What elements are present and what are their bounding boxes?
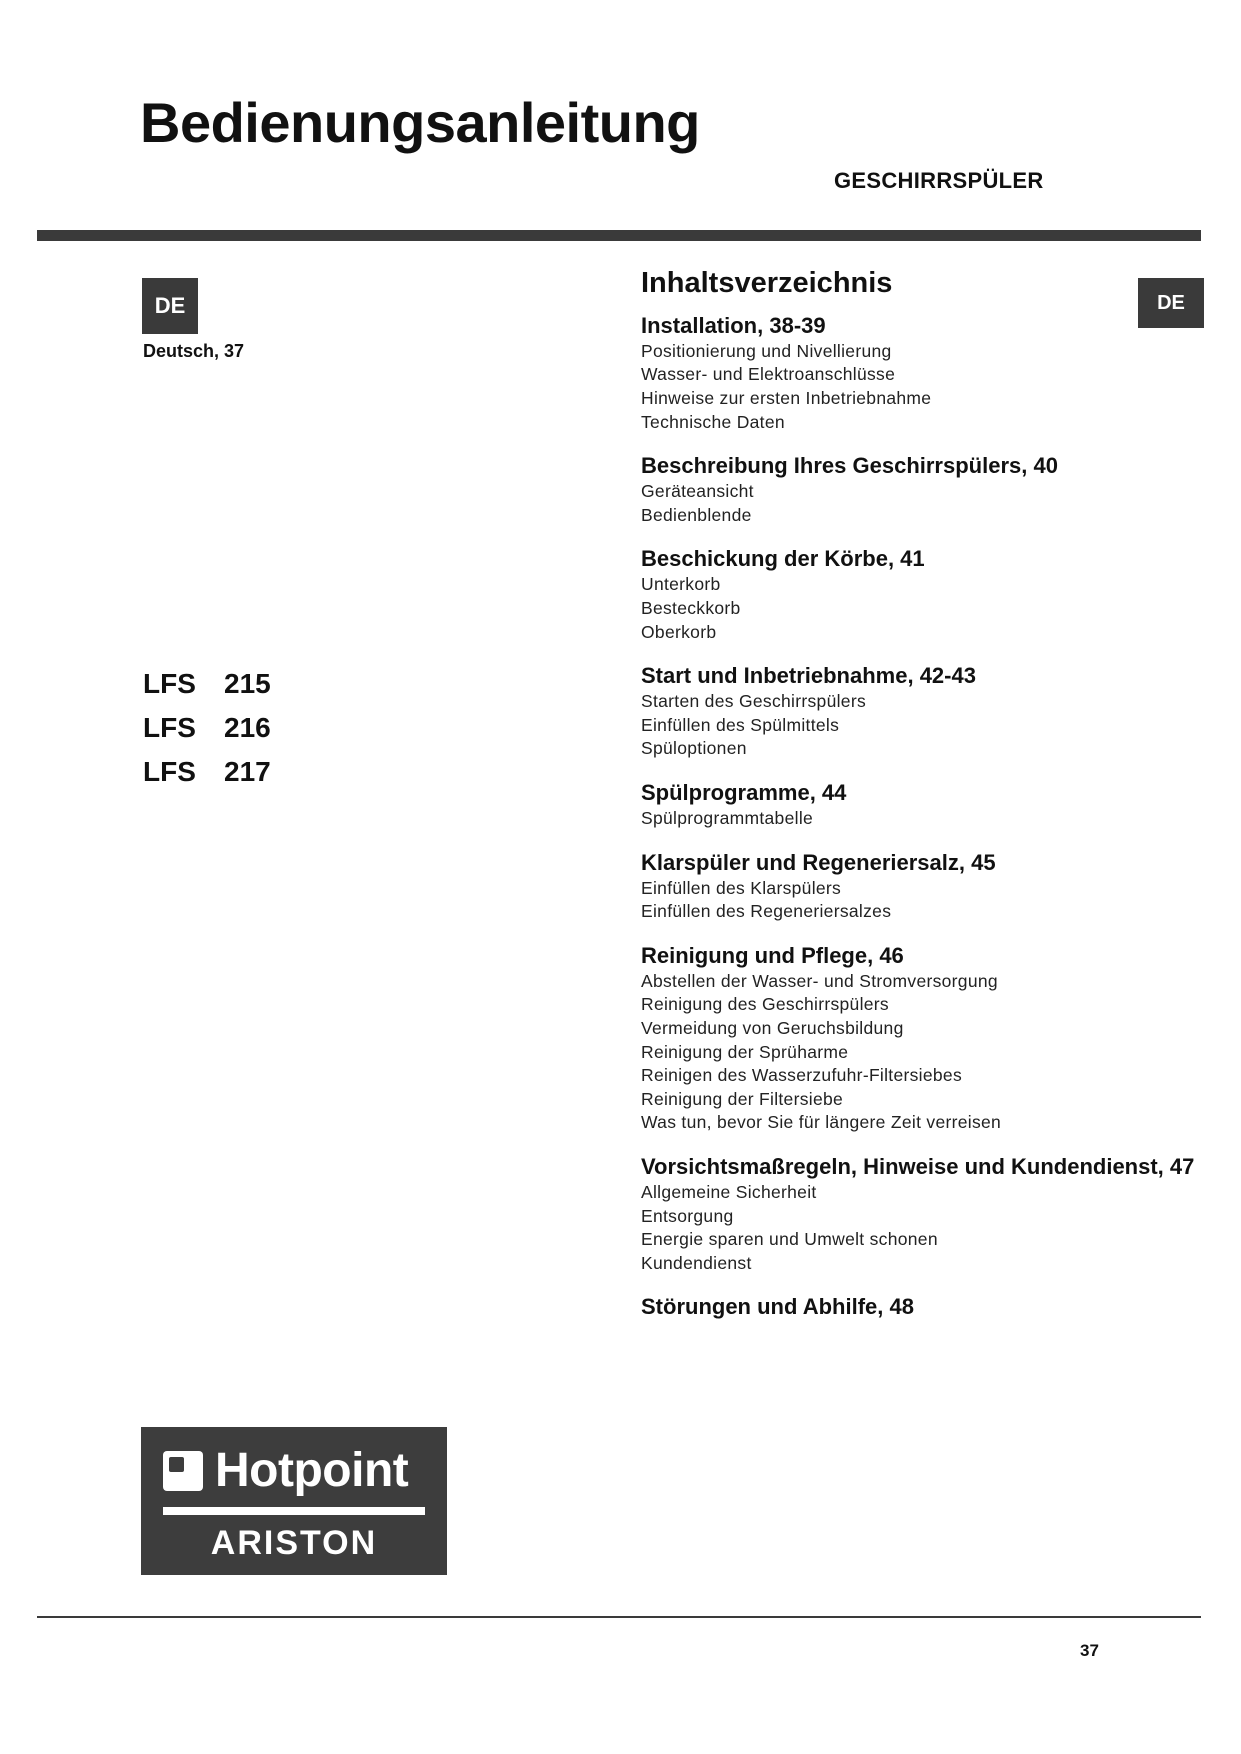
- toc-section: [641, 851, 1201, 924]
- toc-section-heading: Störungen und Abhilfe, 48: [641, 1294, 914, 1320]
- language-badge-left: DE: [142, 278, 198, 334]
- toc-section-heading: Klarspüler und Regeneriersalz, 45: [641, 849, 996, 875]
- brand-logo: [141, 1427, 447, 1575]
- toc-section-heading: Reinigung und Pflege, 46: [641, 942, 904, 968]
- toc-section: [641, 664, 1201, 761]
- toc-item: Positionierung und Nivellierung: [641, 340, 892, 361]
- toc-section-heading: Beschreibung Ihres Geschirrspülers, 40: [641, 453, 1058, 479]
- model-list: [143, 662, 271, 794]
- model-prefix: LFS: [143, 756, 196, 787]
- model-number: 216: [224, 712, 271, 743]
- toc-item: Spülprogrammtabelle: [641, 808, 814, 829]
- toc-section-heading: Start und Inbetriebnahme, 42-43: [641, 663, 976, 689]
- toc-item: Geräteansicht: [641, 481, 754, 502]
- toc-item: Energie sparen und Umwelt schonen: [641, 1229, 938, 1250]
- model-prefix: LFS: [143, 712, 196, 743]
- toc-item: Bedienblende: [641, 504, 752, 525]
- toc-section-heading: Beschickung der Körbe, 41: [641, 546, 925, 572]
- toc-section-heading: Installation, 38-39: [641, 312, 826, 338]
- logo-divider: [163, 1507, 425, 1515]
- language-label: Deutsch, 37: [143, 341, 245, 361]
- toc-section: [641, 314, 1201, 434]
- toc-title: Inhaltsverzeichnis: [641, 267, 893, 299]
- toc-item: Einfüllen des Spülmittels: [641, 714, 840, 735]
- toc-section-heading: Vorsichtsmaßregeln, Hinweise und Kundendienst, 47: [641, 1153, 1195, 1179]
- toc-item-list: [641, 573, 1201, 644]
- toc-item: Oberkorb: [641, 621, 717, 642]
- toc-item: Besteckkorb: [641, 598, 741, 619]
- toc-item: Technische Daten: [641, 411, 785, 432]
- page-title: Bedienungsanleitung: [140, 91, 700, 154]
- model-row: [143, 750, 271, 794]
- language-badge-right: DE: [1138, 278, 1204, 328]
- toc-item: Wasser- und Elektroanschlüsse: [641, 364, 896, 385]
- top-divider: [37, 230, 1201, 241]
- model-prefix: LFS: [143, 668, 196, 699]
- page-number: 37: [1080, 1641, 1099, 1660]
- toc-sections: [641, 314, 1201, 1319]
- toc-item: Kundendienst: [641, 1252, 752, 1273]
- toc-item: Reinigung der Sprüharme: [641, 1041, 849, 1062]
- toc-item-list: [641, 1181, 1201, 1275]
- toc-item: Reinigung der Filtersiebe: [641, 1088, 844, 1109]
- toc-section: [641, 1155, 1201, 1275]
- toc-section: [641, 781, 1201, 831]
- toc-section: [641, 944, 1201, 1135]
- toc-item: Unterkorb: [641, 574, 721, 595]
- model-row: [143, 662, 271, 706]
- logo-brand-name: Hotpoint: [215, 1444, 409, 1497]
- product-category: GESCHIRRSPÜLER: [834, 168, 1044, 193]
- toc-section: [641, 454, 1201, 527]
- toc-item: Vermeidung von Geruchsbildung: [641, 1017, 904, 1038]
- toc-item: Hinweise zur ersten Inbetriebnahme: [641, 388, 932, 409]
- toc-item-list: [641, 807, 1201, 831]
- toc-item: Reinigung des Geschirrspülers: [641, 994, 889, 1015]
- table-of-contents: [641, 268, 1201, 1339]
- toc-item: Entsorgung: [641, 1205, 734, 1226]
- toc-item-list: [641, 340, 1201, 434]
- model-number: 217: [224, 756, 271, 787]
- toc-section: [641, 1295, 1201, 1319]
- model-row: [143, 706, 271, 750]
- toc-section-heading: Spülprogramme, 44: [641, 780, 847, 806]
- toc-item-list: [641, 480, 1201, 527]
- toc-item: Was tun, bevor Sie für längere Zeit verreisen: [641, 1112, 1002, 1133]
- toc-item-list: [641, 690, 1201, 761]
- logo-square-icon: [163, 1451, 203, 1491]
- toc-item-list: [641, 877, 1201, 924]
- toc-item: Einfüllen des Klarspülers: [641, 877, 842, 898]
- toc-section: [641, 547, 1201, 644]
- toc-item: Allgemeine Sicherheit: [641, 1181, 817, 1202]
- toc-item: Abstellen der Wasser- und Stromversorgung: [641, 970, 998, 991]
- toc-item: Spüloptionen: [641, 738, 747, 759]
- toc-item: Reinigen des Wasserzufuhr-Filtersiebes: [641, 1065, 963, 1086]
- bottom-divider: [37, 1616, 1201, 1618]
- model-number: 215: [224, 668, 271, 699]
- toc-item: Starten des Geschirrspülers: [641, 691, 866, 712]
- toc-item-list: [641, 970, 1201, 1135]
- toc-item: Einfüllen des Regeneriersalzes: [641, 901, 892, 922]
- logo-sub-brand: ARISTON: [210, 1524, 378, 1562]
